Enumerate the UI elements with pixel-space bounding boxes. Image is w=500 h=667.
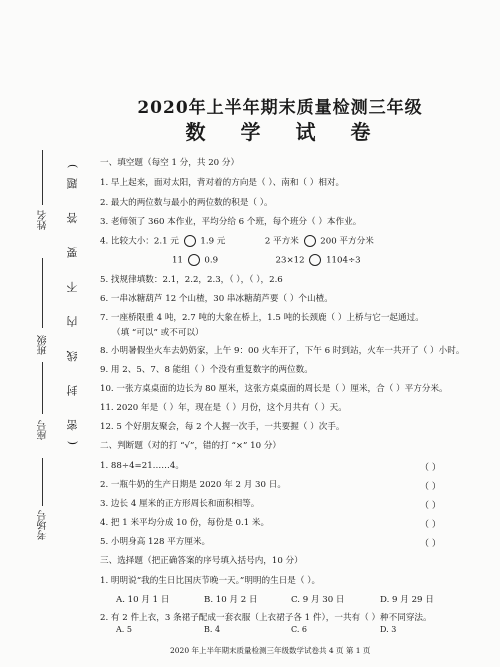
question-11: 11. 2020 年是（ ）年，现在是（ ）月份，这个月共有（ ）天。	[100, 403, 347, 413]
question-10: 10. 一张方桌桌面的边长为 80 厘米，这张方桌桌面的周长是（ ）厘米，合（ ）平方分米。	[100, 384, 448, 394]
q4-item-2-left: 2 平方米	[264, 236, 299, 247]
choice-1-option-b: B. 10 月 2 日	[204, 595, 258, 605]
room-label: 考场号	[38, 510, 49, 540]
question-9: 9. 用 2、5、7、8 能组（ ）个没有重复数字的两位数。	[100, 365, 313, 375]
judge-5: 5. 小明身高 128 平方厘米。	[100, 537, 211, 547]
name-label: 姓名	[38, 210, 49, 230]
choice-1-option-c: C. 9 月 30 日	[291, 595, 345, 605]
compare-circle[interactable]	[304, 235, 316, 247]
section-2-title: 二、判断题（对的打 “√”，错的打 “×” 10 分）	[100, 441, 282, 451]
judge-3: 3. 边长 4 厘米的正方形周长和面积相等。	[100, 499, 260, 509]
question-7-hint: （填 “可以” 或不可以）	[112, 328, 204, 338]
q4-item-1-right: 1.9 元	[200, 236, 226, 247]
question-5: 5. 找规律填数：2.1，2.2，2.3，（ ），（ ），2.6	[100, 275, 283, 285]
choice-1: 1. 明明说“我的生日比国庆节晚一天。”明明的生日是（ ）。	[100, 576, 321, 586]
choice-2-option-d: D. 3	[380, 625, 397, 634]
class-label: 班级	[38, 335, 49, 355]
judge-4: 4. 把 1 米平均分成 10 份，每份是 0.1 米。	[100, 518, 270, 528]
room-line	[42, 458, 43, 506]
section-1-title: 一、填空题（每空 1 分，共 20 分）	[100, 158, 240, 168]
class-line	[42, 258, 43, 328]
q4-item-3-right: 0.9	[204, 255, 219, 266]
compare-circle[interactable]	[309, 254, 321, 266]
choice-1-option-d: D. 9 月 29 日	[380, 595, 434, 605]
question-3: 3. 老师领了 360 本作业，平均分给 6 个班，每个班分（ ）本作业。	[100, 217, 362, 227]
question-1: 1. 早上起来，面对太阳，背对着的方向是（ ）、南和（ ）相对。	[100, 178, 345, 188]
answer-paren: （ ）	[420, 463, 441, 473]
question-4-row-1	[100, 235, 374, 248]
seat-label: 座号	[38, 420, 49, 440]
answer-paren: （ ）	[420, 520, 441, 530]
answer-paren: （ ）	[420, 482, 441, 492]
q4-item-4-right: 1104÷3	[326, 255, 361, 266]
page-footer: 2020 年上半年期末质量检测三年级数学试卷共 4 页 第 1 页	[170, 646, 371, 655]
choice-2-option-b: B. 4	[204, 625, 221, 634]
seal-notice: (密 封 线 内 不 要 答 题)	[66, 153, 79, 445]
q4-item-1-left: 4. 比较大小：2.1 元	[100, 236, 179, 247]
question-2: 2. 最大的两位数与最小的两位数的积是（ ）。	[100, 198, 273, 208]
q4-item-3-left: 11	[172, 255, 183, 266]
question-8: 8. 小明暑假坐火车去奶奶家，上午 9：00 火车开了，下午 6 时到站，火车一共开了（ ）小时。	[100, 346, 465, 356]
seat-line	[42, 362, 43, 414]
choice-1-option-a: A. 10 月 1 日	[116, 595, 170, 605]
name-line	[42, 150, 43, 205]
exam-title: 2020年上半年期末质量检测三年级	[137, 98, 423, 118]
question-6: 6. 一串冰糖葫芦 12 个山楂，30 串冰糖葫芦要（ ）个山楂。	[100, 294, 333, 304]
compare-circle[interactable]	[184, 235, 196, 247]
choice-2-option-c: C. 6	[291, 625, 308, 634]
question-4-row-2	[172, 254, 361, 267]
q4-item-4-left: 23×12	[275, 255, 305, 266]
question-12: 12. 5 个好朋友聚会，每 2 个人握一次手，一共要握（ ）次手。	[100, 422, 345, 432]
answer-paren: （ ）	[420, 539, 441, 549]
q4-item-2-right: 200 平方分米	[320, 236, 374, 247]
answer-paren: （ ）	[420, 501, 441, 511]
choice-2-option-a: A. 5	[116, 625, 132, 634]
exam-subtitle: 数 学 试 卷	[185, 120, 385, 144]
judge-1: 1. 88÷4=21……4。	[100, 461, 184, 471]
judge-2: 2. 一瓶牛奶的生产日期是 2020 年 2 月 30 日。	[100, 480, 286, 490]
section-3-title: 三、选择题（把正确答案的序号填入括号内，10 分）	[100, 556, 303, 566]
choice-2: 2. 有 2 件上衣，3 条裙子配成一套衣服（上衣裙子各 1 件），一共有（ ）种不同穿法。	[100, 613, 432, 623]
compare-circle[interactable]	[188, 254, 200, 266]
question-7: 7. 一座桥限重 4 吨，2.7 吨的大象在桥上，1.5 吨的长颈鹿（ ）上桥与它一起通过。	[100, 313, 424, 323]
